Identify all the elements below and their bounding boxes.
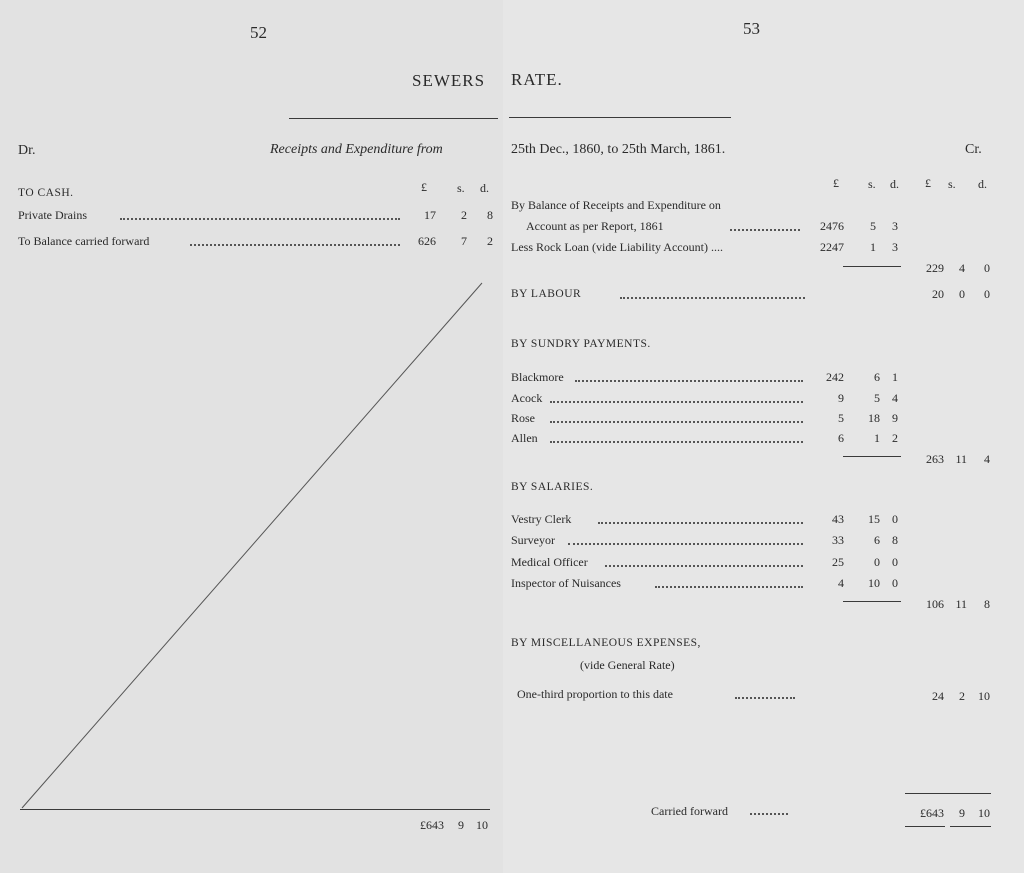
sundry-item-shillings: 18 xyxy=(868,411,880,425)
item-pounds: 626 xyxy=(418,234,436,248)
salary-item-label: Medical Officer xyxy=(511,555,588,569)
col-pounds: £ xyxy=(421,180,427,194)
item-pence: 8 xyxy=(487,208,493,222)
leader-dots xyxy=(120,218,400,220)
left-page-number: 52 xyxy=(250,23,267,42)
misc-item-label: One-third proportion to this date xyxy=(517,687,673,701)
item-label: To Balance carried forward xyxy=(18,234,150,248)
sundry-item-shillings: 6 xyxy=(874,370,880,384)
labour-pounds: 20 xyxy=(932,287,944,301)
left-total-pence: 10 xyxy=(476,818,488,832)
salaries-heading: BY SALARIES. xyxy=(511,481,594,493)
final-rule-bottom-2 xyxy=(950,826,991,827)
title-rate: RATE. xyxy=(511,70,563,89)
salaries-total-shillings: 11 xyxy=(955,597,967,611)
balance-line-3: Less Rock Loan (vide Liability Account) .... xyxy=(511,240,723,254)
labour-heading: BY LABOUR xyxy=(511,288,582,300)
subtotal-rule xyxy=(843,601,901,602)
balance-pounds: 2476 xyxy=(820,219,844,233)
title-rule-left xyxy=(289,118,498,119)
col-pence-2: d. xyxy=(978,177,987,191)
balance-shillings: 5 xyxy=(870,219,876,233)
salary-item-pence: 0 xyxy=(892,555,898,569)
sundry-heading: BY SUNDRY PAYMENTS. xyxy=(511,338,651,350)
misc-shillings: 2 xyxy=(959,689,965,703)
sundry-item-pounds: 9 xyxy=(838,391,844,405)
leader-dots xyxy=(568,543,803,545)
leader-dots xyxy=(598,522,803,524)
sundry-item-label: Acock xyxy=(511,391,543,405)
salary-item-pence: 8 xyxy=(892,533,898,547)
col-pence-1: d. xyxy=(890,177,899,191)
heading-date: 25th Dec., 1860, to 25th March, 1861. xyxy=(511,142,726,157)
balance-line-2: Account as per Report, 1861 xyxy=(526,219,664,233)
salary-item-shillings: 0 xyxy=(874,555,880,569)
sundry-item-pence: 2 xyxy=(892,431,898,445)
col-pence: d. xyxy=(480,181,489,195)
salary-item-pounds: 43 xyxy=(832,512,844,526)
sundry-total-pounds: 263 xyxy=(926,452,944,466)
to-cash-heading: TO CASH. xyxy=(18,187,74,199)
item-pence: 2 xyxy=(487,234,493,248)
total-rule-left xyxy=(20,809,490,810)
sundry-total-pence: 4 xyxy=(984,452,990,466)
leader-dots xyxy=(550,441,803,443)
subtotal-rule xyxy=(843,456,901,457)
sundry-total-shillings: 11 xyxy=(955,452,967,466)
carried-pence: 10 xyxy=(978,806,990,820)
sundry-item-pounds: 242 xyxy=(826,370,844,384)
salary-item-label: Surveyor xyxy=(511,533,555,547)
item-label: Private Drains xyxy=(18,208,87,222)
balance-line-1: By Balance of Receipts and Expenditure on xyxy=(511,198,721,212)
misc-heading: BY MISCELLANEOUS EXPENSES, xyxy=(511,637,701,649)
labour-shillings: 0 xyxy=(959,287,965,301)
sundry-item-pence: 9 xyxy=(892,411,898,425)
carried-shillings: 9 xyxy=(959,806,965,820)
salary-item-shillings: 15 xyxy=(868,512,880,526)
col-shillings: s. xyxy=(457,181,465,195)
item-pounds: 17 xyxy=(424,208,436,222)
sundry-item-pounds: 6 xyxy=(838,431,844,445)
dr-label: Dr. xyxy=(18,143,36,158)
col-pounds-2: £ xyxy=(925,176,931,190)
rock-loan-shillings: 1 xyxy=(870,240,876,254)
salary-item-pounds: 25 xyxy=(832,555,844,569)
misc-subheading: (vide General Rate) xyxy=(580,658,675,672)
col-shillings-1: s. xyxy=(868,177,876,191)
balance-total-shillings: 4 xyxy=(959,261,965,275)
salary-item-pounds: 4 xyxy=(838,576,844,590)
leader-dots xyxy=(620,297,805,299)
salaries-total-pence: 8 xyxy=(984,597,990,611)
left-total-pounds: £643 xyxy=(420,818,444,832)
salary-item-label: Inspector of Nuisances xyxy=(511,576,621,590)
balance-total-pence: 0 xyxy=(984,261,990,275)
leader-dots xyxy=(750,813,788,815)
left-total-shillings: 9 xyxy=(458,818,464,832)
salary-item-pence: 0 xyxy=(892,512,898,526)
salaries-total-pounds: 106 xyxy=(926,597,944,611)
salary-item-shillings: 10 xyxy=(868,576,880,590)
leader-dots xyxy=(730,229,800,231)
final-rule-bottom-1 xyxy=(905,826,945,827)
leader-dots xyxy=(655,586,803,588)
sundry-item-pence: 1 xyxy=(892,370,898,384)
col-pounds-1: £ xyxy=(833,176,839,190)
leader-dots xyxy=(605,565,803,567)
misc-pounds: 24 xyxy=(932,689,944,703)
leader-dots xyxy=(550,401,803,403)
rock-loan-pence: 3 xyxy=(892,240,898,254)
salary-item-pounds: 33 xyxy=(832,533,844,547)
cr-label: Cr. xyxy=(965,142,982,157)
misc-pence: 10 xyxy=(978,689,990,703)
title-sewers: SEWERS xyxy=(412,71,486,90)
sundry-item-shillings: 1 xyxy=(874,431,880,445)
sundry-item-label: Allen xyxy=(511,431,538,445)
leader-dots xyxy=(735,697,795,699)
sundry-item-label: Rose xyxy=(511,411,535,425)
final-rule-top xyxy=(905,793,991,794)
salary-item-pence: 0 xyxy=(892,576,898,590)
labour-pence: 0 xyxy=(984,287,990,301)
title-rule-right xyxy=(509,117,731,118)
carried-forward-label: Carried forward xyxy=(651,804,728,818)
leader-dots xyxy=(575,380,803,382)
heading-left: Receipts and Expenditure from xyxy=(270,142,443,157)
leader-dots xyxy=(550,421,803,423)
sundry-item-pence: 4 xyxy=(892,391,898,405)
sundry-item-label: Blackmore xyxy=(511,370,564,384)
sundry-item-shillings: 5 xyxy=(874,391,880,405)
salary-item-shillings: 6 xyxy=(874,533,880,547)
salary-item-label: Vestry Clerk xyxy=(511,512,572,526)
leader-dots xyxy=(190,244,400,246)
subtotal-rule xyxy=(843,266,901,267)
right-page-number: 53 xyxy=(743,19,760,38)
rock-loan-pounds: 2247 xyxy=(820,240,844,254)
item-shillings: 2 xyxy=(461,208,467,222)
balance-total-pounds: 229 xyxy=(926,261,944,275)
carried-pounds: £643 xyxy=(920,806,944,820)
item-shillings: 7 xyxy=(461,234,467,248)
balance-pence: 3 xyxy=(892,219,898,233)
sundry-item-pounds: 5 xyxy=(838,411,844,425)
col-shillings-2: s. xyxy=(948,177,956,191)
